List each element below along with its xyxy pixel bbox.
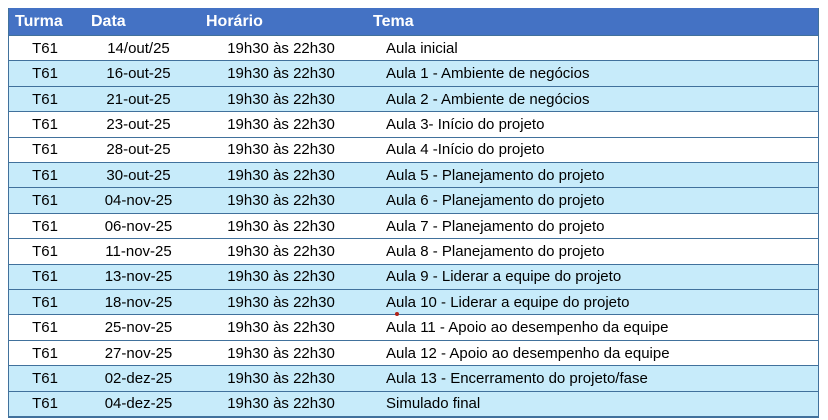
cell-horario: 19h30 às 22h30 — [227, 344, 335, 362]
cell-turma: T61 — [32, 319, 58, 337]
cell-turma: T61 — [32, 115, 58, 133]
table-row — [9, 340, 818, 365]
cell-horario: 19h30 às 22h30 — [227, 293, 335, 311]
cell-data: 18-nov-25 — [104, 293, 173, 311]
table-row — [9, 162, 818, 187]
cell-data: 21-out-25 — [106, 90, 171, 108]
cell-turma: T61 — [32, 90, 58, 108]
cell-horario: 19h30 às 22h30 — [227, 65, 335, 83]
cell-data: 11-nov-25 — [105, 242, 172, 260]
table-body — [9, 35, 818, 416]
cell-tema: Aula 7 - Planejamento do projeto — [386, 217, 605, 235]
cell-tema: Aula 11 - Apoio ao desempenho da equipe — [386, 319, 669, 337]
table-row — [9, 391, 818, 416]
cell-tema: Aula 9 - Liderar a equipe do projeto — [386, 268, 622, 286]
cell-tema: Aula 6 - Planejamento do projeto — [386, 192, 605, 210]
table-row — [9, 60, 818, 85]
table-row — [9, 238, 818, 263]
column-header-turma: Turma — [15, 12, 63, 30]
cell-data: 06-nov-25 — [104, 217, 173, 235]
cell-data: 14/out/25 — [107, 39, 170, 57]
table-row — [9, 111, 818, 136]
table-row — [9, 86, 818, 111]
cell-horario: 19h30 às 22h30 — [227, 141, 335, 159]
cell-data: 27-nov-25 — [104, 344, 173, 362]
cell-tema: Aula inicial — [386, 39, 458, 57]
cell-tema: Aula 5 - Planejamento do projeto — [386, 166, 605, 184]
cell-turma: T61 — [32, 344, 58, 362]
table-row — [9, 289, 818, 314]
cell-turma: T61 — [32, 293, 58, 311]
cell-horario: 19h30 às 22h30 — [227, 395, 335, 413]
table-row — [9, 264, 818, 289]
cell-horario: 19h30 às 22h30 — [227, 39, 335, 57]
cell-turma: T61 — [32, 395, 58, 413]
cell-horario: 19h30 às 22h30 — [227, 319, 335, 337]
column-header-horario: Horário — [206, 12, 263, 30]
cell-horario: 19h30 às 22h30 — [227, 115, 335, 133]
cell-horario: 19h30 às 22h30 — [227, 242, 335, 260]
cell-tema: Aula 10 - Liderar a equipe do projeto — [386, 293, 630, 311]
cell-turma: T61 — [32, 65, 58, 83]
cell-horario: 19h30 às 22h30 — [227, 217, 335, 235]
cell-turma: T61 — [32, 242, 58, 260]
cell-tema: Aula 1 - Ambiente de negócios — [386, 65, 590, 83]
table-row — [9, 187, 818, 212]
cell-tema: Aula 4 -Início do projeto — [386, 141, 545, 159]
cell-turma: T61 — [32, 141, 58, 159]
cell-turma: T61 — [32, 217, 58, 235]
cell-data: 04-nov-25 — [104, 192, 173, 210]
cell-tema: Aula 2 - Ambiente de negócios — [386, 90, 590, 108]
cell-horario: 19h30 às 22h30 — [227, 369, 335, 387]
table-row — [9, 137, 818, 162]
cell-turma: T61 — [32, 192, 58, 210]
cell-data: 30-out-25 — [106, 166, 171, 184]
cell-data: 02-dez-25 — [104, 369, 173, 387]
cell-data: 04-dez-25 — [104, 395, 173, 413]
cell-tema: Simulado final — [386, 395, 481, 413]
cell-horario: 19h30 às 22h30 — [227, 268, 335, 286]
cell-data: 13-nov-25 — [104, 268, 173, 286]
cell-data: 25-nov-25 — [104, 319, 173, 337]
cell-data: 23-out-25 — [106, 115, 171, 133]
table-header-row — [9, 8, 818, 35]
cell-turma: T61 — [32, 166, 58, 184]
cell-data: 16-out-25 — [106, 65, 171, 83]
table-row — [9, 213, 818, 238]
table-row — [9, 35, 818, 60]
schedule-table — [8, 8, 819, 418]
cell-data: 28-out-25 — [106, 141, 171, 159]
column-header-tema: Tema — [373, 12, 414, 30]
cell-horario: 19h30 às 22h30 — [227, 90, 335, 108]
cell-turma: T61 — [32, 39, 58, 57]
cell-tema: Aula 3- Início do projeto — [386, 115, 545, 133]
red-dot-marker — [395, 312, 399, 316]
table-row — [9, 365, 818, 390]
column-header-data: Data — [91, 12, 126, 30]
cell-tema: Aula 13 - Encerramento do projeto/fase — [386, 369, 648, 387]
cell-turma: T61 — [32, 369, 58, 387]
cell-horario: 19h30 às 22h30 — [227, 192, 335, 210]
cell-tema: Aula 12 - Apoio ao desempenho da equipe — [386, 344, 670, 362]
table-row — [9, 314, 818, 339]
cell-tema: Aula 8 - Planejamento do projeto — [386, 242, 605, 260]
cell-turma: T61 — [32, 268, 58, 286]
cell-horario: 19h30 às 22h30 — [227, 166, 335, 184]
